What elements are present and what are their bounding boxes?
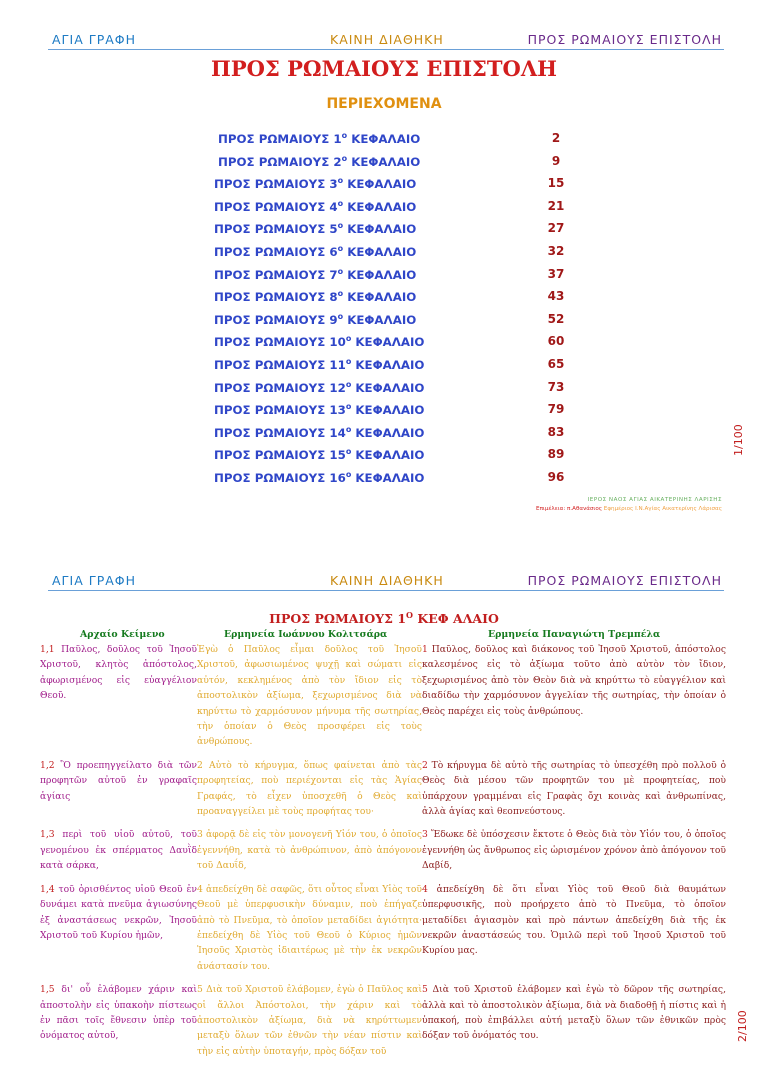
- toc-page-number[interactable]: 37: [547, 266, 565, 281]
- toc-page-number[interactable]: 89: [547, 447, 565, 462]
- toc-chapter-label[interactable]: ΠΡΟΣ ΡΩΜΑΙΟΥΣ $14^o$ ΚΕΦΑΛΑΙΟ: [214, 424, 425, 440]
- toc-chapter-label[interactable]: ΠΡΟΣ ΡΩΜΑΙΟΥΣ $16^o$ ΚΕΦΑΛΑΙΟ: [214, 470, 425, 485]
- footer-editor: [536, 506, 722, 512]
- toc-page-number[interactable]: 9: [551, 153, 561, 168]
- toc-row[interactable]: [0, 334, 768, 354]
- trempelas-cell: 4 ἀπεδείχθη δὲ ὅτι εἶναι Υἱὸς τοῦ Θεοῦ διὰ θαυμάτων ὑπερφυσικῆς, ποὺ προήρχετο ἀπὸ τὸ Πνεῦμα, τὸ ὁποῖον μεταδίδει ἁγιασμὸν καὶ πρὸ πάντων ἀπεδείχθη διὰ τῆς ἐκ νεκρῶν ἀναστάσεώς του. Ὁμιλῶ περὶ τοῦ Ἰησοῦ Χριστοῦ τοῦ Κυρίου μας.: [422, 883, 726, 957]
- verse-row: [40, 827, 726, 873]
- toc-chapter-label[interactable]: ΠΡΟΣ ΡΩΜΑΙΟΥΣ $2^o$ ΚΕΦΑΛΑΙΟ: [218, 153, 421, 169]
- toc-page-number[interactable]: 15: [547, 176, 565, 191]
- verse-ref: 1,3: [40, 829, 55, 841]
- page-number: 1/100: [732, 424, 745, 456]
- original-text-cell: 1,5 δι' οὗ ἐλάβομεν χάριν καὶ ἀποστολὴν εἰς ὑπακοὴν πίστεως ἐν πᾶσι τοῖς ἔθνεσιν ὑπὲρ τοῦ ὀνόματος αὐτοῦ,: [40, 984, 197, 1042]
- toc-row[interactable]: [0, 289, 768, 309]
- footer-church: ΙΕΡΟΣ ΝΑΟΣ ΑΓΙΑΣ ΑΙΚΑΤΕΡΙΝΗΣ ΛΑΡΙΣΗΣ: [587, 497, 722, 503]
- original-text-cell: 1,3 περὶ τοῦ υἱοῦ αὐτοῦ, τοῦ γενομένου ἐκ σπέρματος Δαυῒδ κατὰ σάρκα,: [40, 829, 197, 872]
- header-divider: [48, 49, 724, 50]
- toc-page-number[interactable]: 21: [547, 198, 565, 213]
- header-center: ΚΑΙΝΗ ΔΙΑΘΗΚΗ: [330, 573, 444, 588]
- toc-chapter-label[interactable]: ΠΡΟΣ ΡΩΜΑΙΟΥΣ $13^o$ ΚΕΦΑΛΑΙΟ: [214, 402, 425, 418]
- original-text-cell: 1,2 Ὃ προεπηγγείλατο διὰ τῶν προφητῶν αὐτοῦ ἐν γραφαῖς ἁγίαις: [40, 759, 197, 802]
- header-left: ΑΓΙΑ ΓΡΑΦΗ: [52, 32, 137, 47]
- toc-page-number[interactable]: 83: [547, 424, 565, 439]
- trempelas-cell: 1 Παῦλος, δοῦλος καὶ διάκονος τοῦ Ἰησοῦ Χριστοῦ, ἀπόστολος καλεσμένος εἰς τὸ ἀξίωμα τοῦτο ἀπὸ αὐτὸν τὸν ἴδιον, ξεχωρισμένος ἀπὸ τὸν Θεὸν διὰ νὰ κηρύττω τὸ εὐαγγέλιον καὶ διαδίδω τὴν χαρμόσυνον ἀγγελίαν τῆς σωτηρίας, τὴν ὁποίαν ὁ Θεὸς παρέχει εἰς τοὺς ἀνθρώπους.: [422, 644, 726, 717]
- trempelas-cell: 5 Διὰ τοῦ Χριστοῦ ἐλάβομεν καὶ ἐγὼ τὸ δῶρον τῆς σωτηρίας, ἀλλὰ καὶ τὸ ἀποστολικὸν ἀξίωμα, διὰ νὰ διαδοθῇ ἡ πίστις καὶ ἡ ὑπακοή, ποὺ ἐπιβάλλει αὐτή μεταξὺ ὅλων τῶν ἐθνικῶν πρὸς δόξαν τοῦ ὀνόματός του.: [422, 984, 726, 1042]
- toc-row[interactable]: [0, 470, 768, 490]
- toc-page-number[interactable]: 27: [547, 221, 565, 236]
- toc-page-number[interactable]: 2: [551, 131, 561, 145]
- toc-row[interactable]: [0, 425, 768, 445]
- toc-page-number[interactable]: 60: [547, 334, 565, 349]
- toc-row[interactable]: [0, 312, 768, 332]
- verse-ref: 1,1: [40, 644, 55, 655]
- header-right: ΠΡΟΣ ΡΩΜΑΙΟΥΣ ΕΠΙΣΤΟΛΗ: [527, 32, 722, 47]
- toc-chapter-label[interactable]: ΠΡΟΣ ΡΩΜΑΙΟΥΣ $7^o$ ΚΕΦΑΛΑΙΟ: [214, 266, 417, 282]
- original-text-cell: 1,4 τοῦ ὁρισθέντος υἱοῦ Θεοῦ ἐν δυνάμει κατὰ πνεῦμα ἁγιωσύνης ἐξ ἀναστάσεως νεκρῶν, Ἰησοῦ Χριστοῦ τοῦ Κυρίου ἡμῶν,: [40, 883, 197, 941]
- chapter-title: [0, 610, 768, 626]
- toc-page-number[interactable]: 32: [547, 244, 565, 258]
- toc-chapter-label[interactable]: ΠΡΟΣ ΡΩΜΑΙΟΥΣ $9^o$ ΚΕΦΑΛΑΙΟ: [214, 311, 417, 327]
- toc-row[interactable]: [0, 154, 768, 174]
- toc-row[interactable]: [0, 131, 768, 151]
- header-left: ΑΓΙΑ ΓΡΑΦΗ: [52, 573, 137, 588]
- toc-page-number[interactable]: 52: [547, 311, 565, 326]
- toc-chapter-label[interactable]: ΠΡΟΣ ΡΩΜΑΙΟΥΣ $8^o$ ΚΕΦΑΛΑΙΟ: [214, 289, 417, 305]
- toc-row[interactable]: [0, 402, 768, 422]
- toc-chapter-label[interactable]: ΠΡΟΣ ΡΩΜΑΙΟΥΣ $15^o$ ΚΕΦΑΛΑΙΟ: [214, 447, 425, 463]
- footer-editor-role: Εφημέριος Ι.Ν.Αγίας Αικατερίνης Λάρισας: [602, 506, 722, 512]
- verse-row: [40, 758, 726, 820]
- page2-header: [48, 573, 724, 593]
- toc-chapter-label[interactable]: ΠΡΟΣ ΡΩΜΑΙΟΥΣ $5^o$ ΚΕΦΑΛΑΙΟ: [214, 221, 417, 237]
- verse-table: [40, 642, 726, 1067]
- toc-page-number[interactable]: 65: [547, 357, 565, 371]
- page-header: [48, 32, 724, 52]
- toc-page-number[interactable]: 43: [547, 289, 565, 304]
- chapter-title-text: ΠΡΟΣ ΡΩΜΑΙΟΥΣ 1: [269, 611, 407, 627]
- kolitsaras-cell: 2 Αὐτὸ τὸ κήρυγμα, ὅπως φαίνεται ἀπὸ τὰς προφητείας, ποὺ περιέχονται εἰς τὰς Ἁγίας Γραφάς, τὸ εἶχεν ὑποσχεθῆ ὁ Θεὸς καὶ προαναγγείλει μὲ τοὺς προφήτας του·: [197, 759, 422, 818]
- page-number-2: 2/100: [736, 1010, 749, 1042]
- header-center: ΚΑΙΝΗ ΔΙΑΘΗΚΗ: [330, 32, 444, 47]
- toc-row[interactable]: [0, 357, 768, 377]
- original-text-cell: 1,1 Παῦλος, δοῦλος τοῦ Ἰησοῦ Χριστοῦ, κλητὸς ἀπόστολος, ἀφωρισμένος εἰς εὐαγγέλιον Θεοῦ.: [40, 644, 197, 702]
- chapter-title-suffix: ΚΕΦ ΑΛΑΙΟ: [413, 611, 499, 627]
- trempelas-cell: 2 Τὸ κήρυγμα δὲ αὐτὸ τῆς σωτηρίας τὸ ὑπεσχέθη πρὸ πολλοῦ ὁ Θεὸς διὰ μέσου τῶν προφητῶν του μὲ προφητείας, ποὺ ὑπάρχουν γραμμέναι εἰς Γραφὰς ὄχι κοινὰς καὶ ἀνθρωπίνας, ἀλλὰ ἁγίας καὶ θεοπνεύστους.: [422, 759, 726, 818]
- toc-row[interactable]: [0, 380, 768, 400]
- kolitsaras-cell: 3 ἀφορᾷ δὲ εἰς τὸν μονογενῆ Υἱόν του, ὁ ὁποῖος ἐγεννήθη, κατὰ τὸ ἀνθρώπινον, ἀπὸ ἀπόγονον τοῦ Δαυΐδ,: [197, 829, 422, 872]
- verse-row: [40, 982, 726, 1059]
- trempelas-cell: 3 Ἔδωκε δὲ ὑπόσχεσιν ἔκτοτε ὁ Θεὸς διὰ τὸν Υἱόν του, ὁ ὁποῖος ἐγεννήθη ὡς ἄνθρωπος εἰς ὡρισμένον χρόνον ἀπὸ ἀπόγονον τοῦ Δαβίδ,: [422, 829, 726, 872]
- toc-row[interactable]: [0, 267, 768, 287]
- verse-ref: 1,4: [40, 883, 55, 895]
- toc-chapter-label[interactable]: ΠΡΟΣ ΡΩΜΑΙΟΥΣ $11^o$ ΚΕΦΑΛΑΙΟ: [214, 357, 425, 372]
- verse-row: [40, 642, 726, 750]
- verse-ref: 1,5: [40, 984, 55, 996]
- column-header-trempelas: Ερμηνεία Παναγιώτη Τρεμπέλα: [488, 629, 661, 640]
- kolitsaras-cell: 5 Διὰ τοῦ Χριστοῦ ἐλάβομεν, ἐγὼ ὁ Παῦλος καὶ οἱ ἄλλοι Ἀπόστολοι, τὴν χάριν καὶ τὸ ἀποστολικὸν ἀξίωμα, διὰ νὰ κηρύττωμεν μεταξὺ ὅλων τῶν ἐθνῶν τὴν νέαν πίστιν καὶ τὴν εἰς αὐτὴν ὑποταγήν, πρὸς δόξαν τοῦ: [197, 984, 422, 1057]
- chapter-title-sup: Ο: [406, 610, 414, 620]
- kolitsaras-cell: Ἐγὼ ὁ Παῦλος εἶμαι δοῦλος τοῦ Ἰησοῦ Χριστοῦ, ἀφωσιωμένος ψυχῇ καὶ σώματι εἰς αὐτόν, κεκλημένος ἀπὸ τὸν ἴδιον εἰς τὸ ἀποστολικὸν ἀξίωμα, ξεχωρισμένος διὰ νὰ κηρύττω τὸ χαρμόσυνον μήνυμα τῆς σωτηρίας, τὴν ὁποίαν ὁ Θεὸς προσφέρει εἰς τοὺς ἀνθρώπους.: [197, 644, 422, 748]
- header-divider: [48, 590, 724, 591]
- kolitsaras-cell: 4 ἀπεδείχθη δὲ σαφῶς, ὅτι οὗτος εἶναι Υἱὸς τοῦ Θεοῦ μὲ ὑπερφυσικὴν δύναμιν, ποὺ ἐπήγαζε ἀπὸ τὸ Πνεῦμα, τὸ ὁποῖον μεταδίδει ἁγιότητα· ἐπεδείχθη δὲ Υἱὸς τοῦ Θεοῦ ὁ Κύριος ἡμῶν Ἰησοῦς Χριστὸς ἰδιαιτέρως μὲ τὴν ἐκ νεκρῶν ἀνάστασίν του.: [197, 883, 422, 972]
- toc-row[interactable]: [0, 176, 768, 196]
- toc-page-number[interactable]: 79: [547, 402, 565, 417]
- toc-chapter-label[interactable]: ΠΡΟΣ ΡΩΜΑΙΟΥΣ $3^o$ ΚΕΦΑΛΑΙΟ: [214, 176, 417, 192]
- toc-chapter-label[interactable]: ΠΡΟΣ ΡΩΜΑΙΟΥΣ $1^o$ ΚΕΦΑΛΑΙΟ: [218, 131, 421, 146]
- header-right: ΠΡΟΣ ΡΩΜΑΙΟΥΣ ΕΠΙΣΤΟΛΗ: [527, 573, 722, 588]
- contents-heading: ΠΕΡΙΕΧΟΜΕΝΑ: [326, 96, 442, 112]
- toc-chapter-label[interactable]: ΠΡΟΣ ΡΩΜΑΙΟΥΣ $10^o$ ΚΕΦΑΛΑΙΟ: [214, 334, 425, 350]
- verse-row: [40, 882, 726, 974]
- page-title: ΠΡΟΣ ΡΩΜΑΙΟΥΣ ΕΠΙΣΤΟΛΗ: [211, 56, 557, 81]
- toc-row[interactable]: [0, 244, 768, 264]
- toc-chapter-label[interactable]: ΠΡΟΣ ΡΩΜΑΙΟΥΣ $4^o$ ΚΕΦΑΛΑΙΟ: [214, 198, 417, 214]
- column-header-original: Αρχαίο Κείμενο: [80, 629, 165, 640]
- toc-page-number[interactable]: 96: [547, 470, 565, 484]
- column-header-kolitsaras: Ερμηνεία Ιωάννου Κολιτσάρα: [224, 629, 388, 640]
- verse-ref: 1,2: [40, 759, 55, 771]
- toc-page-number[interactable]: 73: [547, 379, 565, 394]
- toc-chapter-label[interactable]: ΠΡΟΣ ΡΩΜΑΙΟΥΣ $12^o$ ΚΕΦΑΛΑΙΟ: [214, 379, 425, 395]
- toc-chapter-label[interactable]: ΠΡΟΣ ΡΩΜΑΙΟΥΣ $6^o$ ΚΕΦΑΛΑΙΟ: [214, 244, 417, 259]
- toc-row[interactable]: [0, 199, 768, 219]
- toc-row[interactable]: [0, 221, 768, 241]
- toc-row[interactable]: [0, 447, 768, 467]
- footer-editor-name: Επιμέλεια: π.Αθανάσιος: [536, 506, 603, 512]
